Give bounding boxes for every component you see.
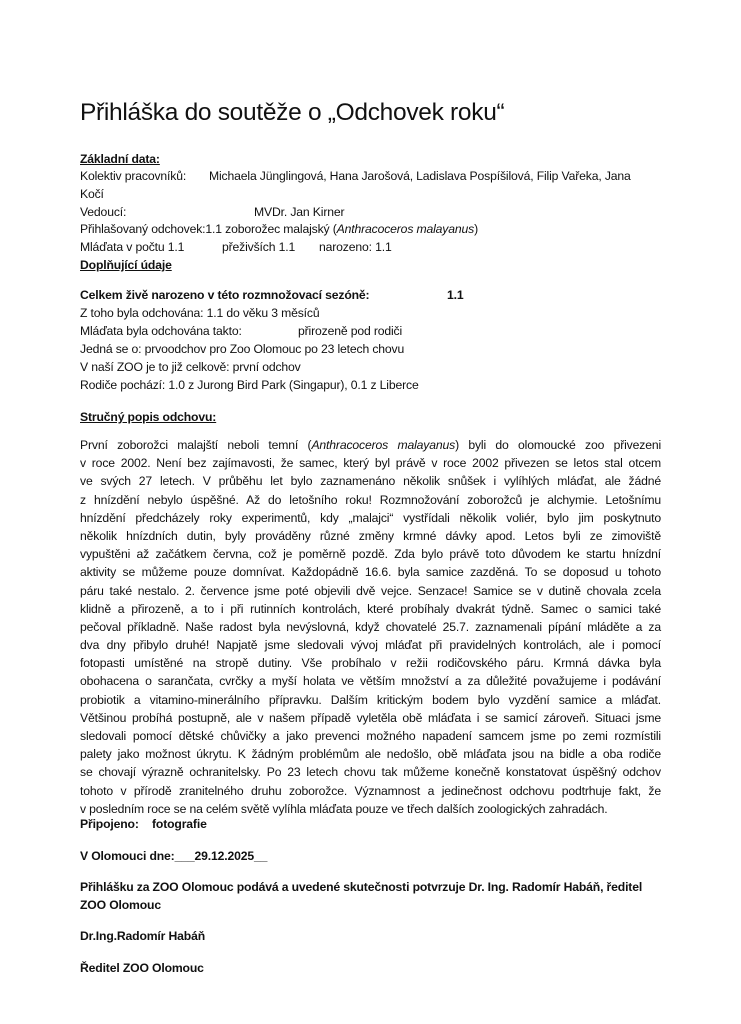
team-value-continued: Kočí (80, 187, 104, 201)
paragraph-line: aktivity se můžeme pouze domnívat. Každopádně 16.6. byla samice zazděná. To se doposud u tohoto (80, 565, 661, 580)
method-value: přirozeně pod rodiči (298, 324, 403, 338)
born-count: narozeno: 1.1 (319, 240, 392, 254)
signer-name: Dr.Ing.Radomír Habáň (80, 929, 205, 943)
young-count: Mláďata v počtu 1.1 (80, 240, 185, 254)
parents-origin: Rodiče pochází: 1.0 z Jurong Bird Park (Singapur), 0.1 z Liberce (80, 378, 419, 392)
team-row (80, 167, 186, 185)
date-line: V Olomouci dne:___29.12.2025__ (80, 849, 268, 863)
attached-label: Připojeno: (80, 817, 139, 831)
species-latin: Anthracoceros malayanus (336, 222, 475, 236)
paragraph-line: palety jako možnost úkrytu. K žádným problémům ale nedošlo, obě mláďata jsou na bidle a oba rodiče (80, 747, 661, 762)
paragraph-line: několik hnízdních dutin, byly prováděny různé změny krmné dávky apod. Letos byli ze zimoviště (80, 528, 661, 543)
paragraph-line: sledovali pomocí dětské chůvičky a jako prevenci možného napadení samcem jsme po zemi rozmístili (80, 729, 661, 743)
breeding-value-end: ) (474, 222, 479, 236)
lead-label: Vedoucí: (80, 205, 127, 219)
paragraph-line: z hnízdění nebylo úspěšné. Až do letošního roku! Rozmnožování zoborožců je alchymie. Letošnímu (80, 492, 661, 507)
paragraph-line: klidně a přirozeně, a to i při rutinních kontrolách, které probíhaly dvakrát týdně. Samec o samici také (80, 601, 661, 616)
statement (80, 878, 680, 914)
basic-data-heading: Základní data: (80, 152, 160, 166)
paragraph-text: ) byli do olomoucké zoo přivezeni (455, 438, 662, 452)
paragraph-line: Většinou probíhá postupně, ale v našem případě vyletěla obě mláďata i se samicí zároveň. Situaci jsme (80, 710, 661, 725)
paragraph-text: První zoborožci malajští neboli temní ( (80, 438, 312, 452)
signer-role: Ředitel ZOO Olomouc (80, 961, 204, 975)
paragraph-line: páru také nestalo. 2. července jsme poté objevili dvě vejce. Senzace! Samice se v dutině chovala zcela (80, 583, 661, 598)
paragraph-line: ve svých 27 letech. V průběhu let bylo zaznamenáno několik snůšek i vylíhlých mláďat, ale žádné (80, 474, 661, 489)
paragraph-line: tohoto v přírodě zranitelného druhu zoborožce. Významnost a jedinečnost odchovu podtrhuje fakt, že (80, 783, 661, 798)
statement-line: Přihlášku za ZOO Olomouc podává a uvedené skutečnosti potvrzuje Dr. Ing. Radomír Habáň, ředitel (80, 880, 643, 894)
total-born-value: 1.1 (447, 288, 464, 302)
survived-count: přeživších 1.1 (222, 240, 296, 254)
paragraph-line: v posledním roce se na celém světě vylíhla mláďata pouze ve třech dalších zoologických zahradách. (80, 801, 608, 816)
paragraph-line: dva dny přibylo druhé! Napjatě jsme sledovali vývoj mláďat při pravidelných kontrolách, ale i pomocí (80, 638, 661, 653)
lead-value: MVDr. Jan Kirner (254, 205, 345, 219)
paragraph-line: se chovají výrazně ochranitelsky. Po 23 letech chovu tak můžeme konečně konstatovat úspěšný odchov (80, 765, 661, 780)
attached-value: fotografie (152, 817, 207, 831)
paragraph-line (80, 436, 661, 454)
method-label: Mláďata byla odchována takto: (80, 324, 242, 338)
paragraph-line: probiotik a vitamino-minerálního přípravku. Dalším kritickým bodem bylo vyzdění samice a mláďat. (80, 692, 661, 707)
paragraph-line: obohacena o sarančata, cvrčky a myší holata ve větším množství a za důležité považujeme i podávání (80, 674, 661, 689)
breeding-label: Přihlašovaný odchovek: (80, 222, 206, 236)
paragraph-line: fotopasti umístěné na stropě dutiny. Vše probíhalo v režii rodičovského páru. Krmná dávka byla (80, 656, 661, 671)
statement-line: ZOO Olomouc (80, 898, 161, 912)
total-born-label: Celkem živě narozeno v této rozmnožovací sezóně: (80, 288, 370, 302)
first-breeding-info: Jedná se o: prvoodchov pro Zoo Olomouc po 23 letech chovu (80, 342, 405, 356)
page-title: Přihláška do soutěže o „Odchovek roku“ (80, 99, 505, 126)
raised-info: Z toho byla odchována: 1.1 do věku 3 měsíců (80, 306, 320, 320)
paragraph-line: hnízdění předcházely roky experimentů, kdy „malajci“ vystřídali několik voliér, bylo jim poskytnuto (80, 510, 661, 525)
breeding-value: 1.1 zoborožec malajský ( (205, 222, 337, 236)
breeding-row (80, 220, 478, 238)
team-label: Kolektiv pracovníků: (80, 169, 187, 183)
team-value: Michaela Jünglingová, Hana Jarošová, Ladislava Pospíšilová, Filip Vařeka, Jana (209, 169, 631, 183)
overall-info: V naší ZOO je to již celkově: první odchov (80, 360, 301, 374)
paragraph-latin-name: Anthracoceros malayanus (311, 438, 456, 452)
paragraph-line: vypuštěni až začátkem června, což je poměrně pozdě. Zda bylo právě toto důvodem ke startu hnízdní (80, 547, 661, 562)
description-heading: Stručný popis odchovu: (80, 410, 217, 424)
paragraph-line: v roce 2002. Není bez zajímavosti, že samec, který byl právě v roce 2002 přivezen se letos stal otcem (80, 456, 661, 471)
paragraph-line: pečoval příkladně. Naše radost byla nevýslovná, když chovatelé 25.7. zaznamenali pípání mláděte a za (80, 619, 661, 634)
description-paragraph (80, 436, 661, 818)
supplementary-heading: Doplňující údaje (80, 258, 172, 272)
